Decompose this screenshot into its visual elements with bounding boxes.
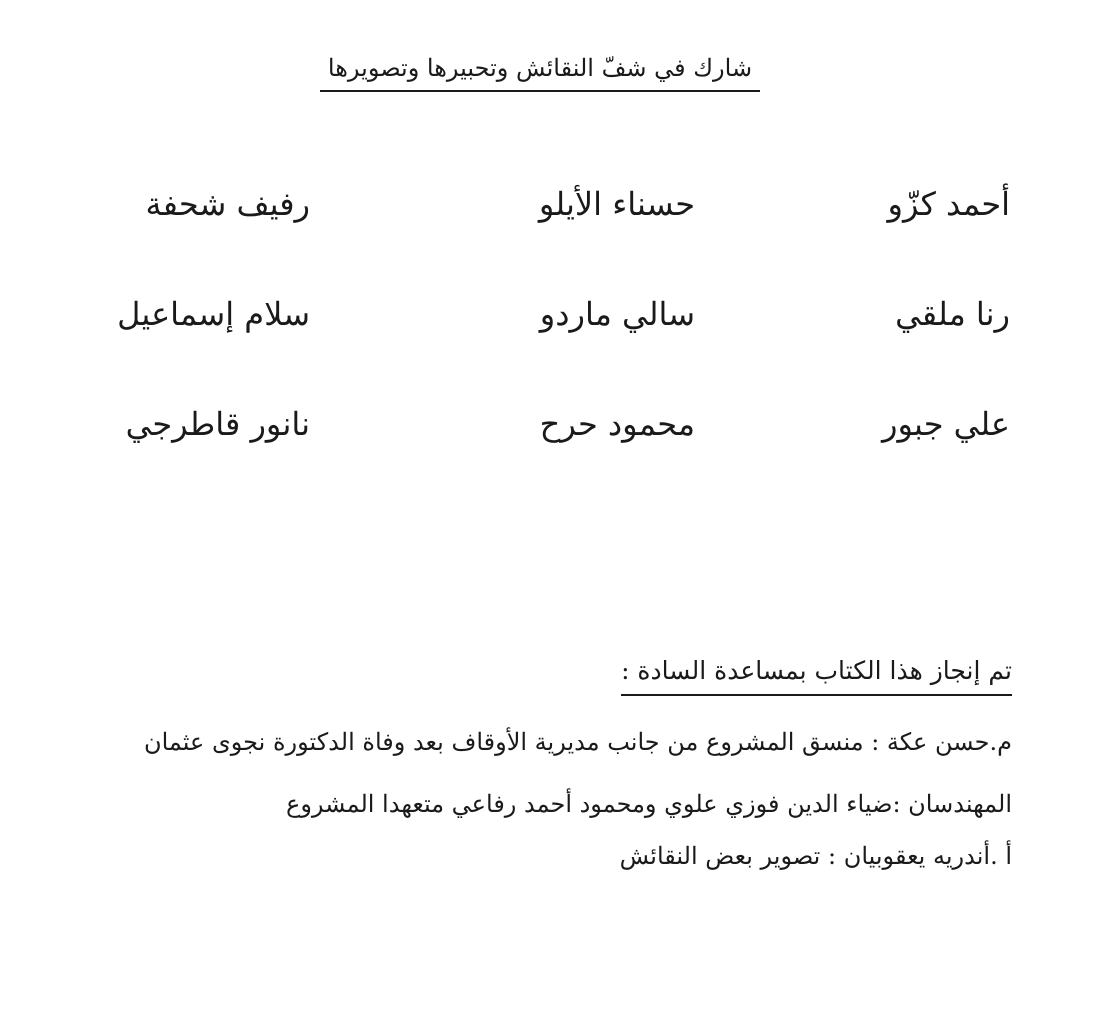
participant-name: رفيف شحفة: [145, 185, 310, 223]
participants-row: [70, 400, 1020, 510]
participant-name: نانور قاطرجي: [125, 405, 310, 443]
participant-name: سلام إسماعيل: [117, 295, 310, 333]
participant-name: سالي ماردو: [539, 295, 695, 333]
credit-line: أ .أندريه يعقوبيان : تصوير بعض النقائش: [619, 842, 1012, 870]
page-title: شارك في شفّ النقائش وتحبيرها وتصويرها: [320, 48, 760, 92]
participants-row: [70, 180, 1020, 290]
participants-grid: [70, 180, 1020, 510]
participant-name: حسناء الأيلو: [538, 185, 695, 223]
participant-name: علي جبور: [882, 405, 1010, 443]
participants-row: [70, 290, 1020, 400]
credit-line: المهندسان :ضياء الدين فوزي علوي ومحمود أحمد رفاعي متعهدا المشروع: [286, 790, 1012, 818]
participant-name: محمود حرح: [539, 405, 695, 443]
credit-line: م.حسن عكة : منسق المشروع من جانب مديرية الأوقاف بعد وفاة الدكتورة نجوى عثمان: [143, 728, 1012, 756]
credits-heading: تم إنجاز هذا الكتاب بمساعدة السادة :: [621, 650, 1012, 696]
credits-section: [82, 650, 1012, 876]
participant-name: رنا ملقي: [895, 295, 1010, 333]
participant-name: أحمد كزّو: [887, 185, 1010, 223]
